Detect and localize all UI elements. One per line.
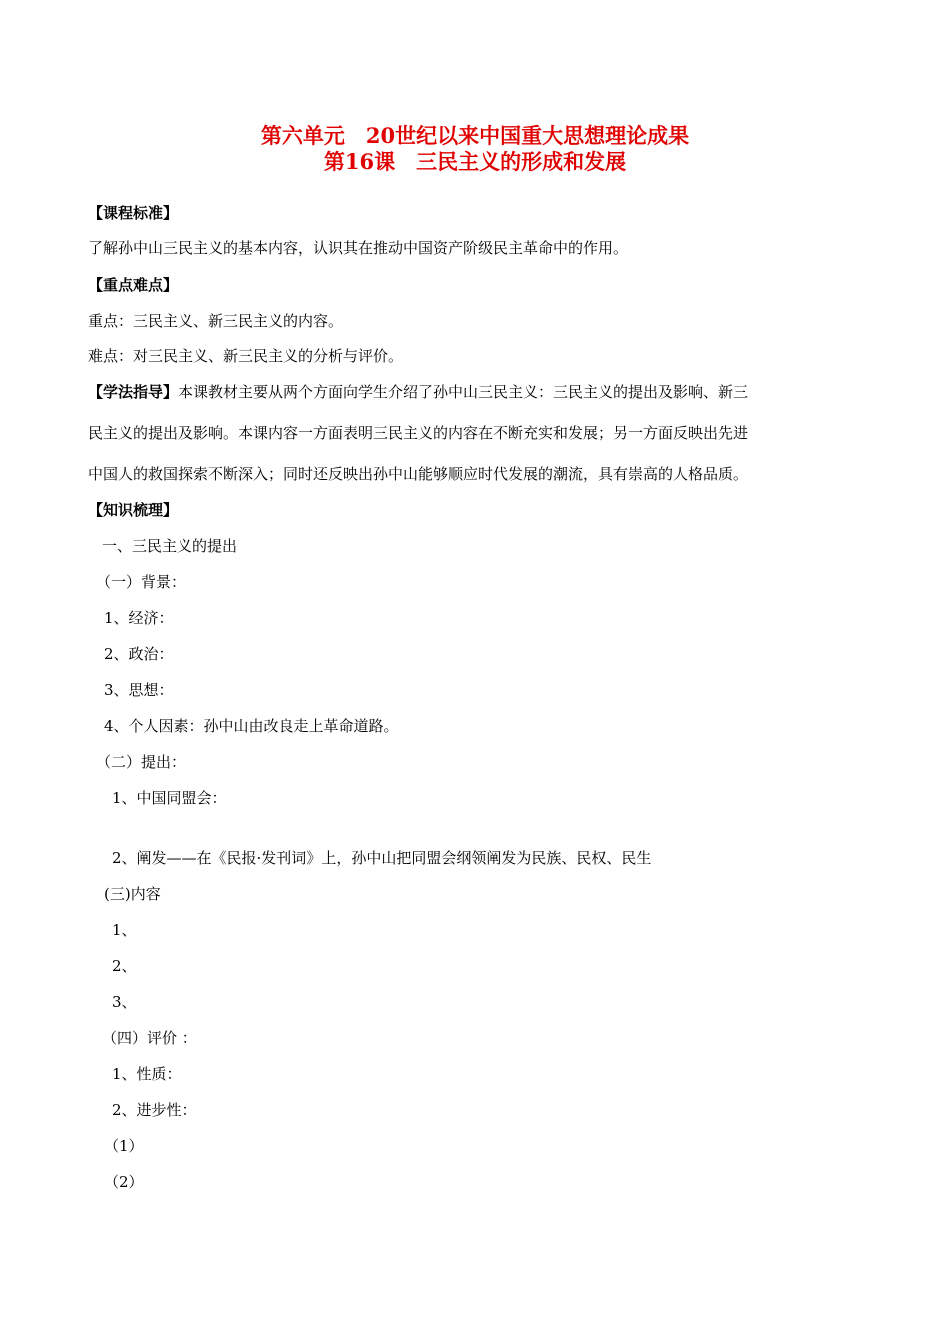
difficulty-text: 难点：对三民主义、新三民主义的分析与评价。: [88, 347, 404, 365]
content-item-2: 2、: [112, 957, 137, 975]
progress-point-2: （2）: [104, 1173, 144, 1191]
economy-item: 1、经济：: [104, 609, 174, 627]
knowledge-heading: 【知识梳理】: [88, 501, 179, 519]
progress-item: 2、进步性：: [112, 1101, 197, 1119]
personal-item: 4、个人因素：孙中山由改良走上革命道路。: [104, 717, 399, 735]
guide-text-1: 本课教材主要从两个方面向学生介绍了孙中山三民主义：三民主义的提出及影响、新三: [178, 383, 749, 401]
content-item-3: 3、: [112, 993, 137, 1011]
guide-line-1: [88, 382, 748, 402]
keypoints-heading: 【重点难点】: [88, 276, 179, 294]
guide-line-3: 中国人的救国探索不断深入；同时还反映出孙中山能够顺应时代发展的潮流，具有崇高的人格品质。: [88, 465, 749, 483]
focus-text: 重点：三民主义、新三民主义的内容。: [88, 312, 344, 330]
lesson-title: 第16课 三民主义的形成和发展: [323, 149, 627, 174]
content-heading: (三)内容: [104, 885, 161, 903]
content-item-1: 1、: [112, 921, 137, 939]
unit-title: 第六单元 20世纪以来中国重大思想理论成果: [260, 123, 690, 148]
league-item: 1、中国同盟会：: [112, 789, 227, 807]
proposal-heading: （二）提出：: [96, 753, 187, 771]
standard-heading: 【课程标准】: [88, 204, 179, 222]
thought-item: 3、思想：: [104, 681, 174, 699]
guide-line-2: 民主义的提出及影响。本课内容一方面表明三民主义的内容在不断充实和发展；另一方面反映出先进: [88, 424, 749, 442]
politics-item: 2、政治：: [104, 645, 174, 663]
standard-text: 了解孙中山三民主义的基本内容，认识其在推动中国资产阶级民主革命中的作用。: [88, 239, 629, 257]
nature-item: 1、性质：: [112, 1065, 182, 1083]
background-heading: （一）背景：: [96, 573, 187, 591]
evaluation-heading: （四）评价 ：: [102, 1029, 197, 1047]
guide-heading: 【学法指导】: [88, 383, 179, 401]
elaborate-item: 2、阐发——在《民报·发刊词》上，孙中山把同盟会纲领阐发为民族、民权、民生: [112, 849, 652, 867]
section-1-heading: 一、三民主义的提出: [102, 537, 238, 555]
progress-point-1: （1）: [104, 1137, 144, 1155]
